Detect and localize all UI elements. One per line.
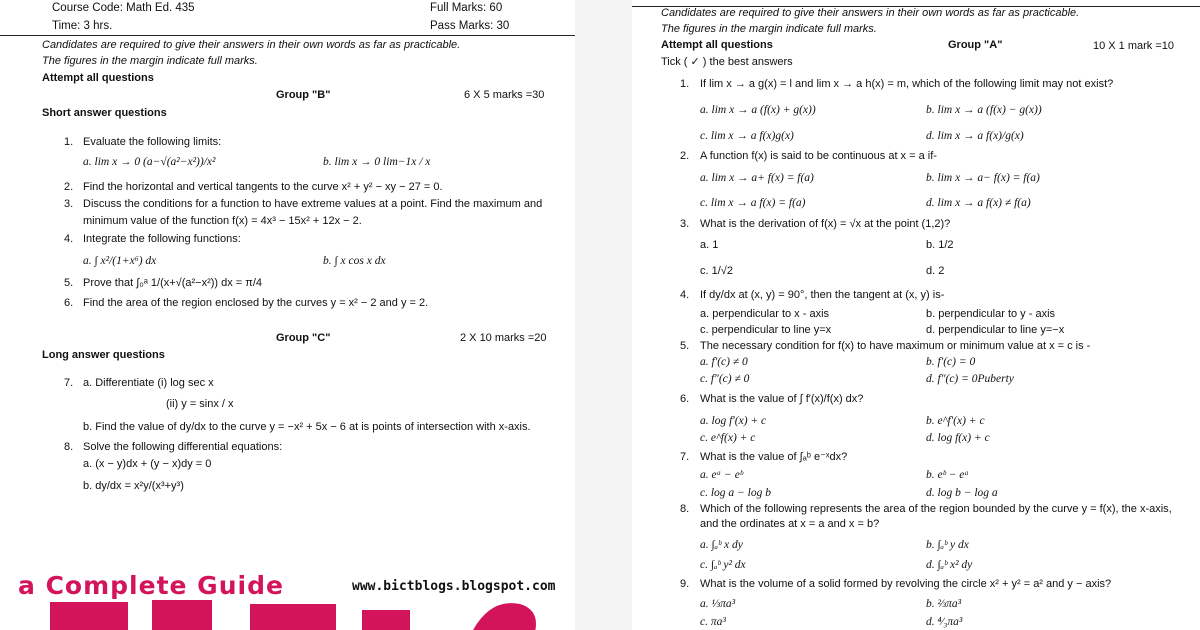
question-number: 2. [680,150,690,162]
answer-option: a. ⅓πa³ [700,598,736,610]
question-text: If lim x → a g(x) = l and lim x → a h(x) = m, which of the following limit may not exist? [700,78,1114,90]
group-a-marks: 10 X 1 mark =10 [1093,40,1175,52]
answer-option: d. perpendicular to line y=−x [926,324,1065,336]
full-marks: Full Marks: 60 [430,2,503,14]
answer-option: c. log a − log b [700,487,772,499]
question-text: Discuss the conditions for a function to have extreme values at a point. Find the maximum and [83,198,543,210]
question-text: What is the volume of a solid formed by revolving the circle x² + y² = a² and y − axis? [700,578,1112,590]
question-number: 3. [680,218,690,230]
answer-option: c. e^f(x) + c [700,432,756,444]
question-text: If dy/dx at (x, y) = 90°, then the tangent at (x, y) is- [700,289,945,301]
answer-option: b. lim x → a− f(x) = f(a) [926,172,1040,184]
blog-logo-tagline: a Complete Guide [18,571,284,600]
answer-option: a. ∫ₐᵇ x dy [700,539,743,551]
question-number: 3. [64,198,74,210]
question-number: 1. [680,78,690,90]
answer-option: d. ⁴⁄₃πa³ [926,616,963,628]
question-number: 4. [680,289,690,301]
instruction-line: The figures in the margin indicate full marks. [42,55,258,67]
course-code: Course Code: Math Ed. 435 [52,2,195,14]
time-allowed: Time: 3 hrs. [52,20,113,32]
question-text: A function f(x) is said to be continuous at x = a if- [700,150,937,162]
question-number: 6. [64,297,74,309]
instruction-line: Candidates are required to give their answers in their own words as far as practicable. [42,39,461,51]
tick-instruction: Tick ( ✓ ) the best answers [661,56,793,68]
answer-option: c. lim x → a f(x) = f(a) [700,197,806,209]
answer-option: c. lim x → a f(x)g(x) [700,130,794,142]
group-a-title: Group "A" [948,39,1003,51]
integral-expression: a. ∫ x²/(1+x⁶) dx [83,255,157,267]
answer-option: c. perpendicular to line y=x [700,324,832,336]
question-number: 8. [64,441,74,453]
question-number: 5. [64,277,74,289]
answer-option: a. lim x → a (f(x) + g(x)) [700,104,816,116]
instruction-line: The figures in the margin indicate full marks. [661,23,877,35]
limit-expression: a. lim x → 0 (a−√(a²−x²))/x² [83,156,216,168]
integral-expression: b. ∫ x cos x dx [323,255,386,267]
question-text: Evaluate the following limits: [83,136,222,148]
question-text: The necessary condition for f(x) to have maximum or minimum value at x = c is - [700,340,1091,352]
answer-option: a. perpendicular to x - axis [700,308,830,320]
question-text: a. (x − y)dx + (y − x)dy = 0 [83,458,212,470]
answer-option: d. 2 [926,265,945,277]
answer-option: b. ⅔πa³ [926,598,962,610]
question-text: Solve the following differential equations: [83,441,283,453]
answer-option: b. f′(c) = 0 [926,356,976,368]
question-number: 4. [64,233,74,245]
answer-option: a. 1 [700,239,719,251]
question-number: 6. [680,393,690,405]
answer-option: c. πa³ [700,616,726,628]
question-number: 7. [680,451,690,463]
question-number: 2. [64,181,74,193]
answer-option: a. lim x → a+ f(x) = f(a) [700,172,814,184]
question-text: and the ordinates at x = a and x = b? [700,518,880,530]
answer-option: a. f′(c) ≠ 0 [700,356,748,368]
attempt-all-heading: Attempt all questions [661,39,773,51]
short-answer-heading: Short answer questions [42,107,167,119]
question-text: Find the horizontal and vertical tangents to the curve x² + y² − xy − 27 = 0. [83,181,443,193]
answer-option: b. 1/2 [926,239,954,251]
attempt-all-heading: Attempt all questions [42,72,154,84]
group-c-marks: 2 X 10 marks =20 [460,332,547,344]
long-answer-heading: Long answer questions [42,349,165,361]
answer-option: b. e^f′(x) + c [926,415,985,427]
blog-logo-graphic [20,598,575,630]
question-text: minimum value of the function f(x) = 4x³ − 15x² + 12x − 2. [83,215,362,227]
pass-marks: Pass Marks: 30 [430,20,510,32]
answer-option: d. log b − log a [926,487,998,499]
question-text: Which of the following represents the area of the region bounded by the curve y = f(x), the x-axis, [700,503,1172,515]
question-text: a. Differentiate (i) log sec x [83,377,214,389]
question-number: 9. [680,578,690,590]
group-c-title: Group "C" [276,332,331,344]
question-number: 7. [64,377,74,389]
answer-option: d. lim x → a f(x)/g(x) [926,130,1024,142]
answer-option: b. eᵇ − eᵃ [926,469,969,481]
answer-option: c. f″(c) ≠ 0 [700,373,750,385]
question-text: Find the area of the region enclosed by the curves y = x² − 2 and y = 2. [83,297,429,309]
answer-option: c. 1/√2 [700,265,733,277]
page-gutter [575,0,632,630]
blog-url: www.bictblogs.blogspot.com [352,579,556,594]
answer-option: b. lim x → a (f(x) − g(x)) [926,104,1042,116]
question-text: b. dy/dx = x²y/(x³+y³) [83,480,184,492]
answer-option: b. perpendicular to y - axis [926,308,1056,320]
right-exam-page [632,0,1200,630]
answer-option: d. ∫ₐᵇ x² dy [926,559,973,571]
limit-expression: b. lim x → 0 lim−1x / x [323,156,431,168]
group-b-title: Group "B" [276,89,331,101]
question-text: Prove that ∫₀ᵃ 1/(x+√(a²−x²)) dx = π/4 [83,277,263,289]
question-text: (ii) y = sinx / x [166,398,234,410]
question-number: 8. [680,503,690,515]
question-text: What is the value of ∫ₐᵇ e⁻ˣdx? [700,451,848,463]
question-text: Integrate the following functions: [83,233,241,245]
instruction-line: Candidates are required to give their answers in their own words as far as practicable. [661,7,1080,19]
answer-option: d. log f(x) + c [926,432,990,444]
left-exam-page [0,0,575,630]
answer-option: d. lim x → a f(x) ≠ f(a) [926,197,1031,209]
question-text: What is the value of ∫ f′(x)/f(x) dx? [700,393,864,405]
answer-option: a. eᵃ − eᵇ [700,469,743,481]
question-number: 1. [64,136,74,148]
group-b-marks: 6 X 5 marks =30 [464,89,545,101]
question-number: 5. [680,340,690,352]
answer-option: a. log f′(x) + c [700,415,767,427]
header-rule [0,35,575,36]
answer-option: d. f″(c) = 0Puberty [926,373,1014,385]
answer-option: c. ∫ₐᵇ y² dx [700,559,746,571]
answer-option: b. ∫ₐᵇ y dx [926,539,969,551]
question-text: What is the derivation of f(x) = √x at the point (1,2)? [700,218,951,230]
question-text: b. Find the value of dy/dx to the curve y = −x² + 5x − 6 at is points of intersection with x-axis. [83,421,531,433]
